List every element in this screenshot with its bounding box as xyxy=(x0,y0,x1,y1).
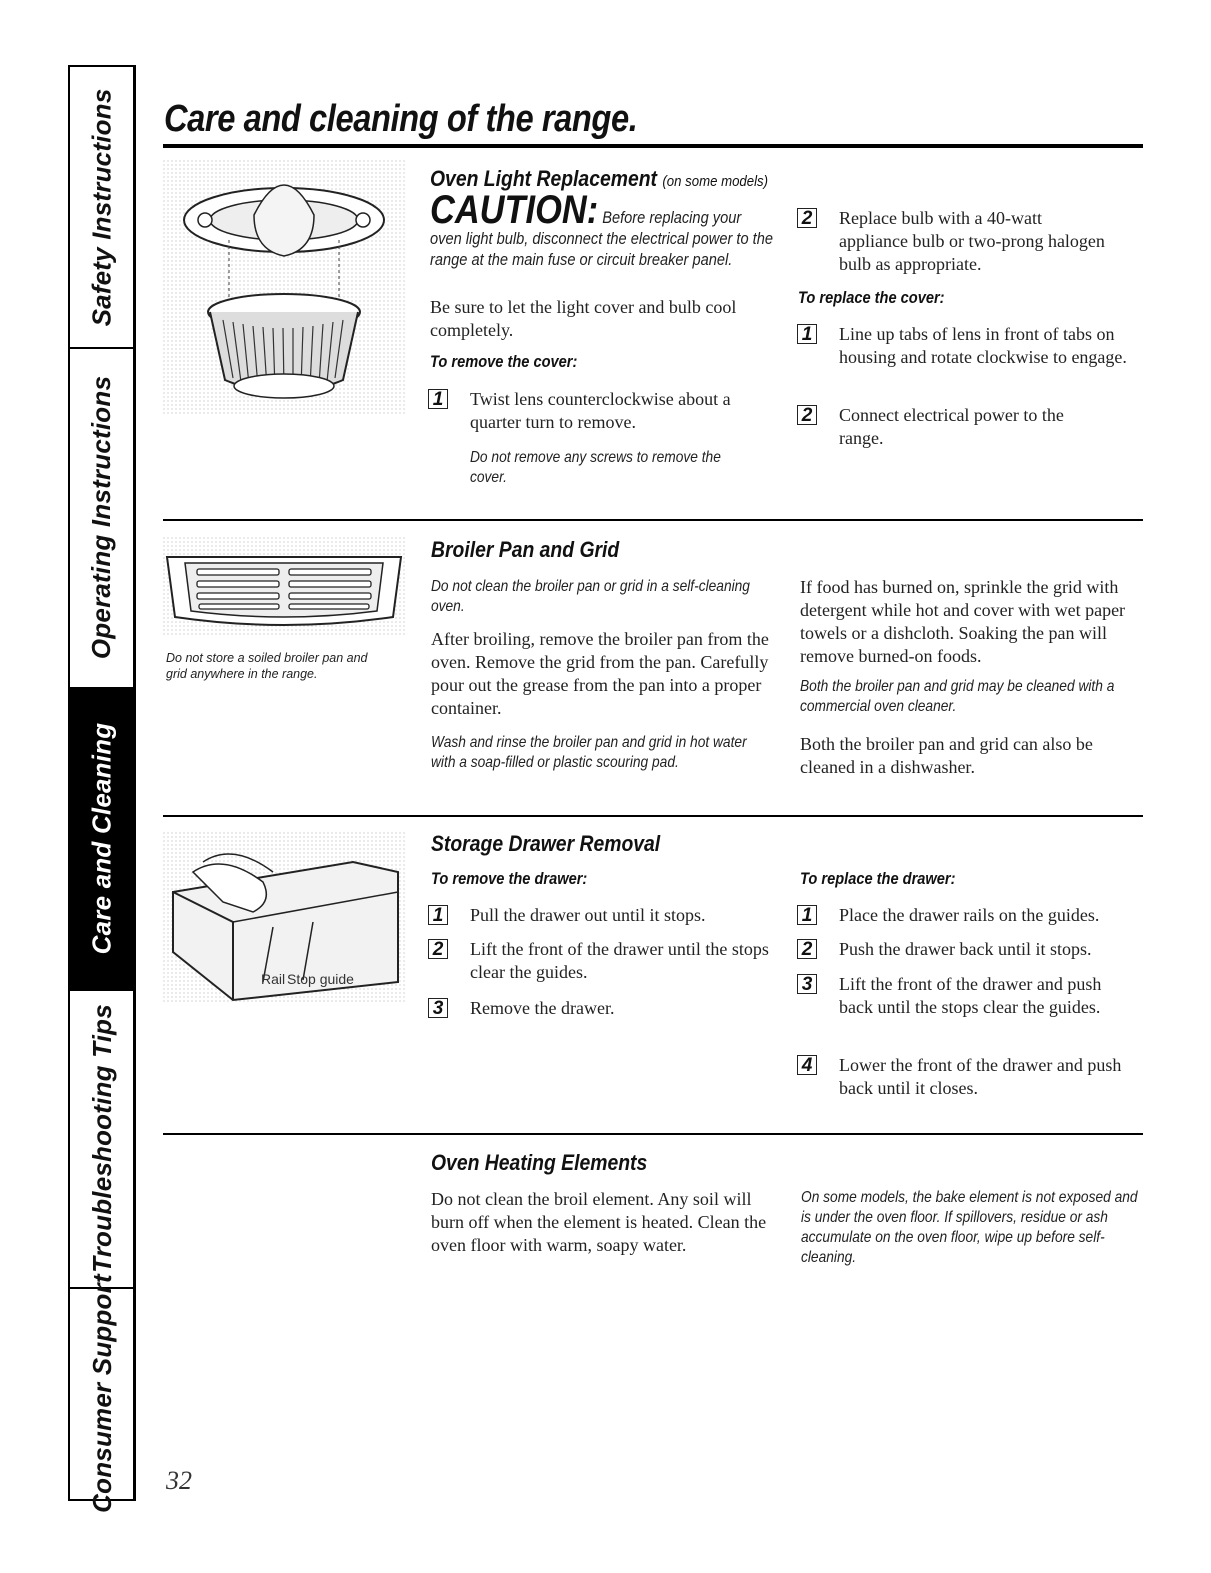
broiler-note-1: Do not clean the broiler pan or grid in a self-cleaning oven. xyxy=(431,578,750,615)
step-number: 4 xyxy=(797,1055,817,1075)
step-text: Twist lens counterclockwise about a quarter turn to remove. xyxy=(470,389,731,432)
step-text: Line up tabs of lens in front of tabs on housing and rotate clockwise to engage. xyxy=(839,324,1127,367)
elements-heading: Oven Heating Elements xyxy=(431,1150,648,1175)
step-number: 2 xyxy=(797,939,817,959)
rail-label: Rail xyxy=(261,971,286,987)
oven-light-illustration xyxy=(163,160,405,416)
title-rule xyxy=(163,144,1143,148)
step-number: 1 xyxy=(797,905,817,925)
section-divider xyxy=(163,1133,1143,1135)
caution-text: Before replacing your oven light bulb, disconnect the electrical power to the range at the main fuse or circuit breaker panel. xyxy=(430,208,773,269)
tab-label: Safety Instructions xyxy=(86,88,117,326)
oven-light-heading-note: (on some models) xyxy=(662,173,769,190)
step-text: Lift the front of the drawer and push back until the stops clear the guides. xyxy=(839,974,1102,1017)
oven-light-heading-text: Oven Light Replacement xyxy=(430,166,657,191)
elements-note: On some models, the bake element is not exposed and is under the oven floor. If spillovers, residue or ash accumulate on the oven floor, wipe up before self-cleaning. xyxy=(801,1189,1138,1266)
step-number: 1 xyxy=(428,905,448,925)
step-number: 2 xyxy=(428,939,448,959)
tab-consumer-support[interactable] xyxy=(70,1273,134,1513)
broiler-para-3: Both the broiler pan and grid can also be cleaned in a dishwasher. xyxy=(800,734,1093,777)
remove-drawer-heading: To remove the drawer: xyxy=(431,869,588,888)
caution-label: CAUTION: xyxy=(430,188,599,232)
tab-care-and-cleaning[interactable] xyxy=(70,687,134,991)
step-number: 3 xyxy=(428,998,448,1018)
caution-block xyxy=(430,188,773,270)
tab-safety-instructions[interactable] xyxy=(70,67,134,349)
page-title: Care and cleaning of the range. xyxy=(164,98,638,140)
stop-guide-label: Stop guide xyxy=(287,971,354,987)
step-text: Place the drawer rails on the guides. xyxy=(839,905,1100,925)
tab-operating-instructions[interactable] xyxy=(70,347,134,689)
broiler-note-3: Both the broiler pan and grid may be cleaned with a commercial oven cleaner. xyxy=(800,678,1115,715)
storage-drawer-illustration xyxy=(163,832,405,1002)
broiler-pan-illustration xyxy=(163,537,405,637)
tab-label: Care and Cleaning xyxy=(86,722,117,954)
step-number: 3 xyxy=(797,974,817,994)
drawer-heading: Storage Drawer Removal xyxy=(431,831,661,856)
section-sidebar xyxy=(68,65,136,1513)
broiler-para-2: If food has burned on, sprinkle the grid with detergent while hot and cover with wet paper towels or a dishcloth. Soaking the pan will remove burned-on foods. xyxy=(800,577,1126,666)
replace-cover-heading: To replace the cover: xyxy=(798,288,945,307)
tab-label: Consumer Support xyxy=(86,1273,117,1513)
broiler-caption: Do not store a soiled broiler pan and grid anywhere in the range. xyxy=(166,651,368,681)
section-divider xyxy=(163,815,1143,817)
step-number: 1 xyxy=(428,389,448,409)
broiler-note-2: Wash and rinse the broiler pan and grid in hot water with a soap-filled or plastic scouring pad. xyxy=(431,734,747,771)
page-number: 32 xyxy=(166,1466,192,1495)
oven-light-intro: Be sure to let the light cover and bulb cool completely. xyxy=(430,297,737,340)
broiler-para-1: After broiling, remove the broiler pan from the oven. Remove the grid from the pan. Carefully pour out the grease from the pan into a proper container. xyxy=(431,629,769,718)
step-text: Pull the drawer out until it stops. xyxy=(470,905,706,925)
step-text: Lift the front of the drawer until the stops clear the guides. xyxy=(470,939,769,982)
tab-label: Operating Instructions xyxy=(86,375,117,659)
section-divider xyxy=(163,519,1143,521)
step-text: Remove the drawer. xyxy=(470,998,615,1018)
broiler-heading: Broiler Pan and Grid xyxy=(431,537,620,562)
replace-drawer-heading: To replace the drawer: xyxy=(800,869,956,888)
step-number: 1 xyxy=(797,324,817,344)
elements-para: Do not clean the broil element. Any soil will burn off when the element is heated. Clean the oven floor with warm, soapy water. xyxy=(431,1189,767,1255)
remove-cover-heading: To remove the cover: xyxy=(430,352,578,371)
caution-text-block xyxy=(430,188,774,270)
step-text: Push the drawer back until it stops. xyxy=(839,939,1092,959)
remove-cover-note: Do not remove any screws to remove the cover. xyxy=(470,449,721,486)
step-number: 2 xyxy=(797,208,817,228)
step-number: 2 xyxy=(797,405,817,425)
step-text: Replace bulb with a 40-watt appliance bulb or two-prong halogen bulb as appropriate. xyxy=(839,208,1105,274)
tab-label: Troubleshooting Tips xyxy=(86,1003,117,1273)
step-text: Connect electrical power to the range. xyxy=(839,405,1064,448)
step-text: Lower the front of the drawer and push back until it closes. xyxy=(839,1055,1122,1098)
tab-troubleshooting-tips[interactable] xyxy=(70,989,134,1289)
